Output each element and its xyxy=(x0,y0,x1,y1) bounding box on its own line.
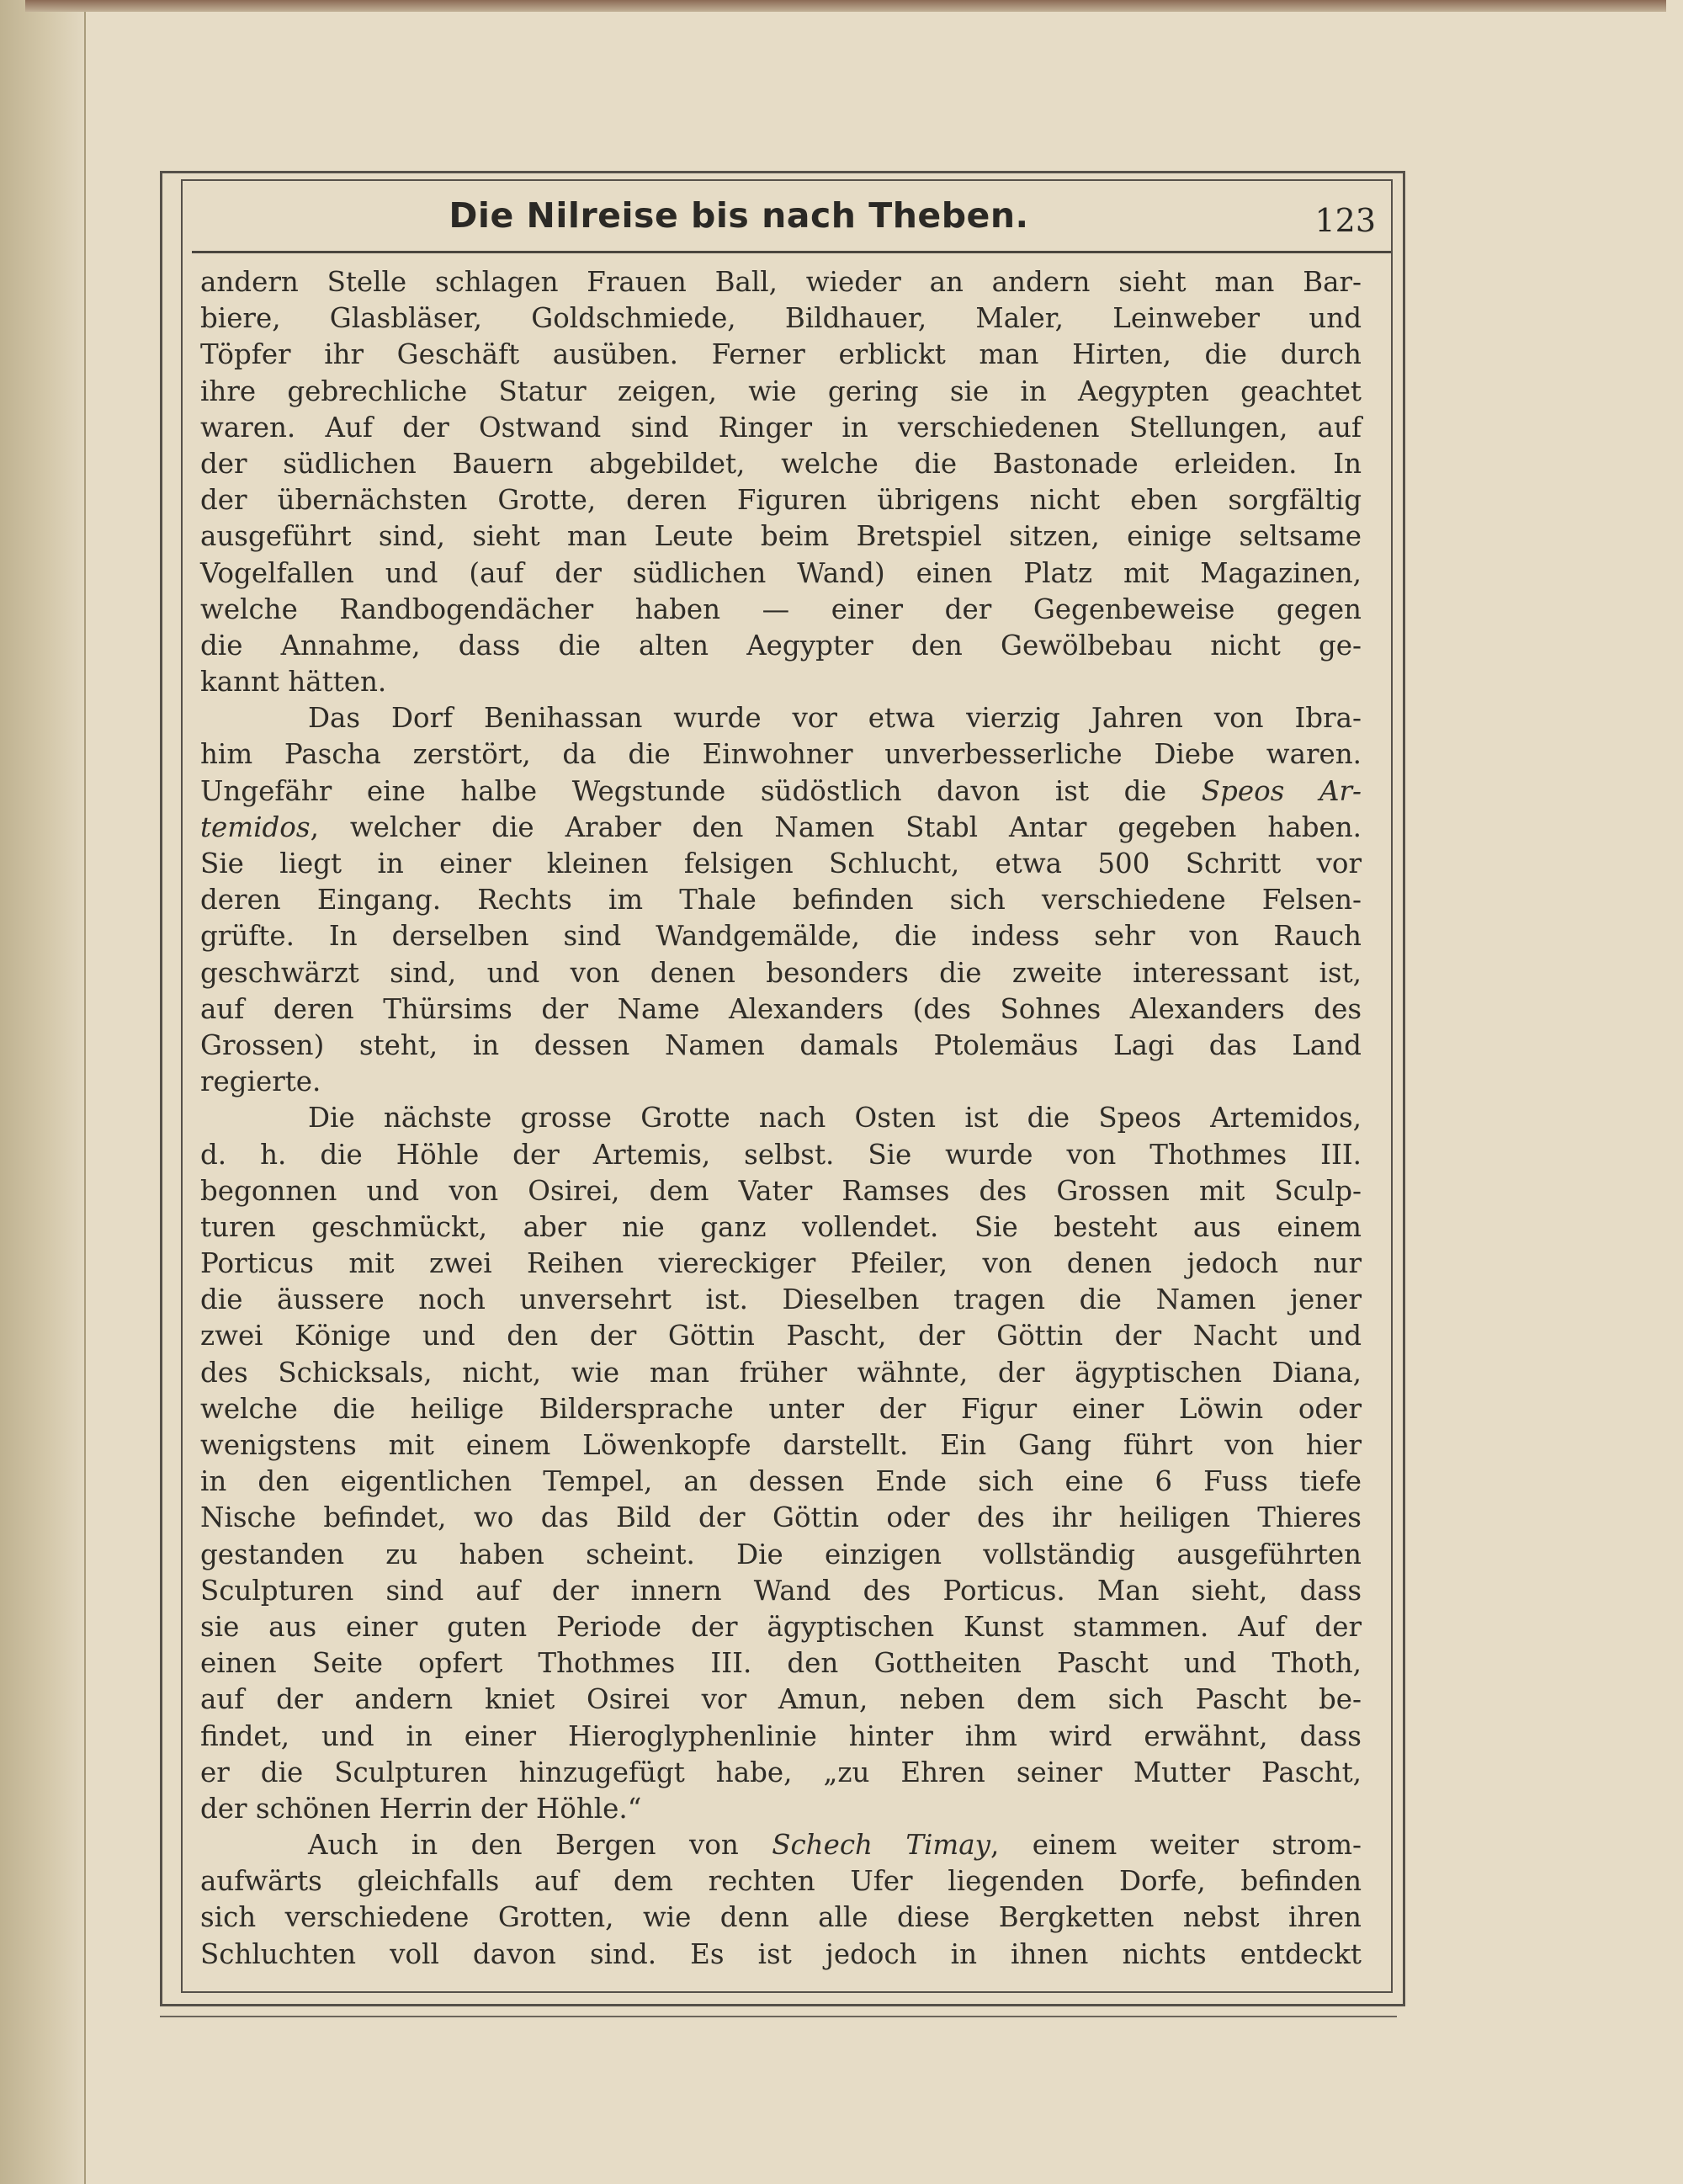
text-line: wenigstens mit einem Löwenkopfe darstellt. Ein Gang führt von hier xyxy=(200,1429,1362,1461)
header-rule xyxy=(192,251,1391,253)
text-line: regierte. xyxy=(200,1065,321,1098)
page-number: 123 xyxy=(1314,202,1376,239)
text-line: begonnen und von Osirei, dem Vater Ramses des Grossen mit Sculp- xyxy=(200,1174,1362,1207)
text-line: welche Randbogendächer haben — einer der Gegenbeweise gegen xyxy=(200,592,1362,625)
text-line: der übernächsten Grotte, deren Figuren übrigens nicht eben sorgfältig xyxy=(200,484,1362,517)
text-line: ausgeführt sind, sieht man Leute beim Bretspiel sitzen, einige seltsame xyxy=(200,520,1362,553)
running-title: Die Nilreise bis nach Theben. xyxy=(449,195,1029,236)
italic-place-name: temidos xyxy=(200,810,311,843)
text-line: des Schicksals, nicht, wie man früher wähnte, der ägyptischen Diana, xyxy=(200,1356,1362,1389)
text-line: Die nächste grosse Grotte nach Osten ist die Speos Artemidos, xyxy=(308,1102,1362,1135)
text-line: andern Stelle schlagen Frauen Ball, wieder an andern sieht man Bar- xyxy=(200,266,1362,298)
text-line: deren Eingang. Rechts im Thale befinden sich verschiedene Felsen- xyxy=(200,884,1362,917)
text-line: auf deren Thürsims der Name Alexanders (des Sohnes Alexanders des xyxy=(200,992,1362,1025)
binding-edge xyxy=(84,0,86,2184)
frame-bottom-rule xyxy=(160,2016,1397,2017)
text-line: auf der andern kniet Osirei vor Amun, neben dem sich Pascht be- xyxy=(200,1683,1362,1716)
text-line: ihre gebrechliche Statur zeigen, wie gering sie in Aegypten geachtet xyxy=(200,375,1362,407)
text-line: Sculpturen sind auf der innern Wand des Porticus. Man sieht, dass xyxy=(200,1574,1362,1607)
text-line: Schluchten voll davon sind. Es ist jedoch in ihnen nichts entdeckt xyxy=(200,1937,1362,1970)
text-line xyxy=(200,773,1362,810)
text-line: Sie liegt in einer kleinen felsigen Schlucht, etwa 500 Schritt vor xyxy=(200,848,1362,879)
text-line: Porticus mit zwei Reihen viereckiger Pfeiler, von denen jedoch nur xyxy=(200,1247,1362,1280)
text-segment: , welcher die Araber den Namen Stabl Antar gegeben haben. xyxy=(310,810,1362,843)
text-line: sie aus einer guten Periode der ägyptischen Kunst stammen. Auf der xyxy=(200,1610,1362,1643)
text-line: der südlichen Bauern abgebildet, welche die Bastonade erleiden. In xyxy=(200,447,1362,480)
text-line: findet, und in einer Hieroglyphenlinie hinter ihm wird erwähnt, dass xyxy=(200,1719,1362,1752)
text-line: Vogelfallen und (auf der südlichen Wand) einen Platz mit Magazinen, xyxy=(200,556,1362,589)
text-line: Das Dorf Benihassan wurde vor etwa vierzig Jahren von Ibra- xyxy=(308,702,1362,735)
text-line: Grossen) steht, in dessen Namen damals Ptolemäus Lagi das Land xyxy=(200,1028,1362,1061)
text-line: er die Sculpturen hinzugefügt habe, „zu Ehren seiner Mutter Pascht, xyxy=(200,1756,1362,1788)
text-line: geschwärzt sind, und von denen besonders die zweite interessant ist, xyxy=(200,956,1362,989)
page-top-edge xyxy=(25,0,1666,12)
text-line: in den eigentlichen Tempel, an dessen Ende sich eine 6 Fuss tiefe xyxy=(200,1465,1362,1498)
text-line: Nische befindet, wo das Bild der Göttin oder des ihr heiligen Thieres xyxy=(200,1501,1362,1534)
text-line: aufwärts gleichfalls auf dem rechten Ufer liegenden Dorfe, befinden xyxy=(200,1865,1362,1898)
text-line: grüfte. In derselben sind Wandgemälde, die indess sehr von Rauch xyxy=(200,920,1362,953)
text-segment: , einem weiter strom- xyxy=(990,1829,1362,1862)
text-line: him Pascha zerstört, da die Einwohner unverbesserliche Diebe waren. xyxy=(200,738,1362,771)
text-line: zwei Könige und den der Göttin Pascht, der Göttin der Nacht und xyxy=(200,1320,1362,1352)
text-segment: Ungefähr eine halbe Wegstunde südöstlich davon ist die xyxy=(200,774,1202,807)
text-line: die äussere noch unversehrt ist. Dieselben tragen die Namen jener xyxy=(200,1283,1362,1316)
text-line xyxy=(200,1827,1362,1863)
text-line xyxy=(200,810,1362,846)
text-line: biere, Glasbläser, Goldschmiede, Bildhauer, Maler, Leinweber und xyxy=(200,302,1362,335)
text-line: d. h. die Höhle der Artemis, selbst. Sie wurde von Thothmes III. xyxy=(200,1138,1362,1171)
text-segment: Auch in den Bergen von xyxy=(308,1829,772,1862)
text-line: turen geschmückt, aber nie ganz vollendet. Sie besteht aus einem xyxy=(200,1210,1362,1243)
text-line: gestanden zu haben scheint. Die einzigen vollständig ausgeführten xyxy=(200,1538,1362,1570)
body-text xyxy=(200,264,1362,1973)
text-line: waren. Auf der Ostwand sind Ringer in verschiedenen Stellungen, auf xyxy=(200,411,1362,444)
italic-place-name: Schech Timay xyxy=(772,1829,990,1862)
text-line: einen Seite opfert Thothmes III. den Gottheiten Pascht und Thoth, xyxy=(200,1647,1362,1680)
text-line: die Annahme, dass die alten Aegypter den Gewölbebau nicht ge- xyxy=(200,629,1362,662)
text-line: Töpfer ihr Geschäft ausüben. Ferner erblickt man Hirten, die durch xyxy=(200,338,1362,371)
text-line: kannt hätten. xyxy=(200,666,387,699)
italic-place-name: Speos Ar- xyxy=(1201,774,1362,807)
text-line: welche die heilige Bildersprache unter der Figur einer Löwin oder xyxy=(200,1392,1362,1425)
text-line: sich verschiedene Grotten, wie denn alle diese Bergketten nebst ihren xyxy=(200,1901,1362,1934)
book-binding xyxy=(0,0,84,2184)
text-line: der schönen Herrin der Höhle.“ xyxy=(200,1792,642,1825)
